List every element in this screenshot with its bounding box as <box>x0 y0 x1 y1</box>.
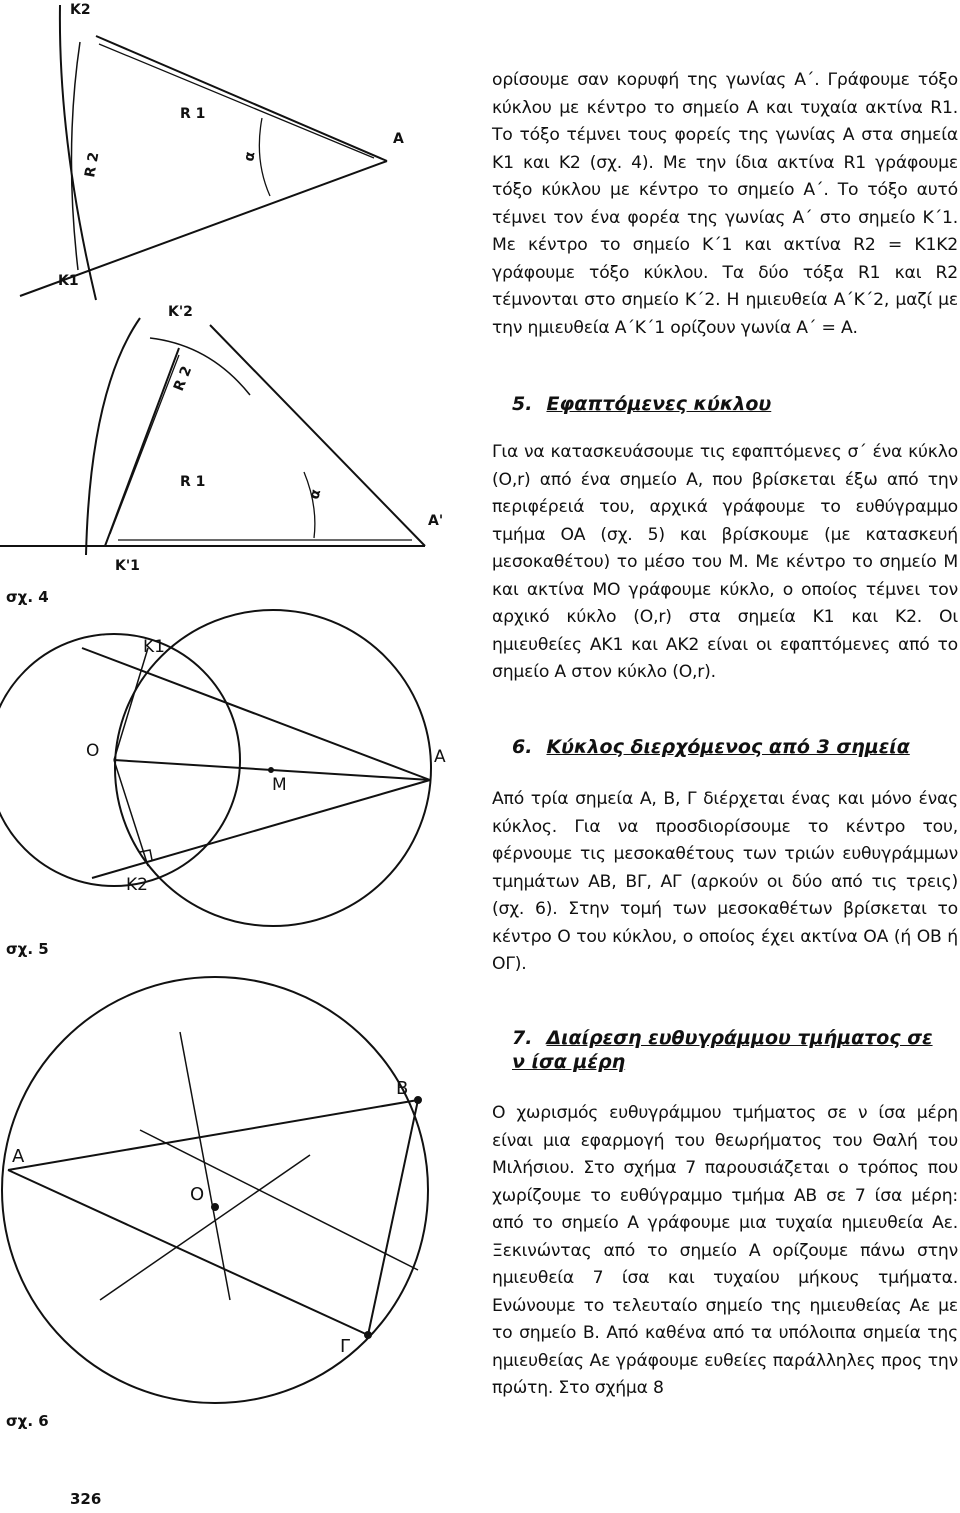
label-o: O <box>190 1184 205 1205</box>
section-title-line-2: ν ίσα μέρη <box>512 1051 626 1073</box>
label-k1-prime: K'1 <box>115 558 140 574</box>
figure-4-top <box>20 5 387 300</box>
section-title: Κύκλος διερχόμενος από 3 σημεία <box>546 736 910 758</box>
caption-figure-5: σχ. 5 <box>6 940 49 958</box>
label-k2: K2 <box>126 875 148 895</box>
label-a: A <box>12 1146 25 1167</box>
section-heading-6 <box>512 735 910 759</box>
label-k1: K1 <box>143 637 165 657</box>
caption-figure-4: σχ. 4 <box>6 588 49 606</box>
section-heading-7 <box>512 1026 933 1074</box>
paragraph-circle-three-points: Από τρία σημεία Α, Β, Γ διέρχεται ένας και μόνο ένας κύκλος. Για να προσδιορίσουμε το κέντρο του, φέρνουμε τις μεσοκαθέτους των τριών ευθυγράμμων τμημάτων ΑΒ, ΒΓ, ΑΓ (αρκούν οι δύο από τις τρεις) (σχ. 6). Στην τομή των μεσοκαθέτων βρίσκεται το κέντρο Ο του κύκλου, ο οποίος έχει ακτίνα ΟΑ (ή ΟΒ ή ΟΓ). <box>492 789 958 974</box>
label-m: M <box>272 775 287 795</box>
section-title: Διαίρεση ευθυγράμμου τμήματος σε <box>546 1027 933 1049</box>
figure-4-bottom <box>0 318 425 555</box>
label-r1: R 1 <box>180 106 206 122</box>
paragraph-tangents: Για να κατασκευάσουμε τις εφαπτόμενες σ΄ ένα κύκλο (Ο,r) από ένα σημείο Α, που βρίσκεται έξω από την περιφέρειά του, αρχικά γράφουμε το ευθύγραμμο τμήμα ΟΑ (σχ. 5) και βρίσκουμε (με κατασκευή μεσοκαθέτου) το μέσο του Μ. Με κέντρο το σημείο Μ και ακτίνα ΜΟ γράφουμε κύκλο, ο οποίος τέμνει τον αρχικό κύκλο (Ο,r) στα σημεία Κ1 και Κ2. Οι ημιευθείες ΑΚ1 και ΑΚ2 είναι οι εφαπτόμενες από το σημείο Α στον κύκλο (Ο,r). <box>492 442 958 682</box>
label-alpha: α <box>306 487 325 502</box>
caption-figure-6: σχ. 6 <box>6 1412 49 1430</box>
label-a: A <box>393 131 404 147</box>
label-k1: K1 <box>58 273 79 289</box>
label-r1: R 1 <box>180 474 206 490</box>
label-alpha: α <box>241 150 259 163</box>
paragraph-angle-construction: ορίσουμε σαν κορυφή της γωνίας Α΄. Γράφουμε τόξο κύκλου με κέντρο το σημείο Α και τυχαία ακτίνα R1. Το τόξο τέμνει τους φορείς της γωνίας Α στα σημεία Κ1 και Κ2 (σχ. 4). Με την ίδια ακτίνα R1 γράφουμε τόξο κύκλου με κέντρο το σημείο Α΄. Το τόξο αυτό τέμνει τον ένα φορέα της γωνίας Α΄ στο σημείο Κ΄1. Με κέντρο το σημείο Κ΄1 και ακτίνα R2 = Κ1Κ2 γράφουμε τόξο κύκλου. Τα δύο τόξα R1 και R2 τέμνονται στο σημείο Κ΄2. Η ημιευθεία Α΄Κ΄2, μαζί με την ημιευθεία Α΄Κ΄1 ορίζουν γωνία Α΄ = Α. <box>492 70 958 338</box>
label-o: O <box>86 741 100 761</box>
label-k2: K2 <box>70 2 91 18</box>
section-number: 7. <box>512 1027 533 1049</box>
label-r2: R 2 <box>82 150 103 179</box>
label-k2-prime: K'2 <box>168 304 193 320</box>
label-a: A <box>434 747 446 767</box>
page-number: 326 <box>70 1490 102 1508</box>
figure-5 <box>0 610 431 926</box>
paragraph-segment-division: Ο χωρισμός ευθυγράμμου τμήματος σε ν ίσα μέρη είναι μια εφαρμογή του θεωρήματος του Θαλή του Μιλήσιου. Στο σχήμα 7 παρουσιάζεται ο τρόπος που χωρίζουμε το ευθύγραμμο τμήμα ΑΒ σε 7 ίσα μέρη: από το σημείο Α γράφουμε μια τυχαία ημιευθεία Αε. Ξεκινώντας από το σημείο Α ορίζουμε πάνω στην ημιευθεία 7 ίσα και τυχαίου μήκους τμήματα. Ενώνουμε το τελευταίο σημείο της ημιευθείας Αε με το σημείο Β. Από καθένα από τα υπόλοιπα σημεία της ημιευθείας Αε γράφουμε ευθείες παράλληλες προς την πρώτη. Στο σχήμα 8 <box>492 1103 958 1398</box>
section-number: 5. <box>512 393 533 415</box>
section-title: Εφαπτόμενες κύκλου <box>546 393 772 415</box>
label-r2: R 2 <box>170 363 196 394</box>
label-b: B <box>396 1078 409 1099</box>
label-a-prime: A' <box>428 513 444 529</box>
section-heading-5 <box>512 392 771 416</box>
label-gamma: Γ <box>340 1336 351 1357</box>
figure-6 <box>2 977 428 1403</box>
section-number: 6. <box>512 736 533 758</box>
